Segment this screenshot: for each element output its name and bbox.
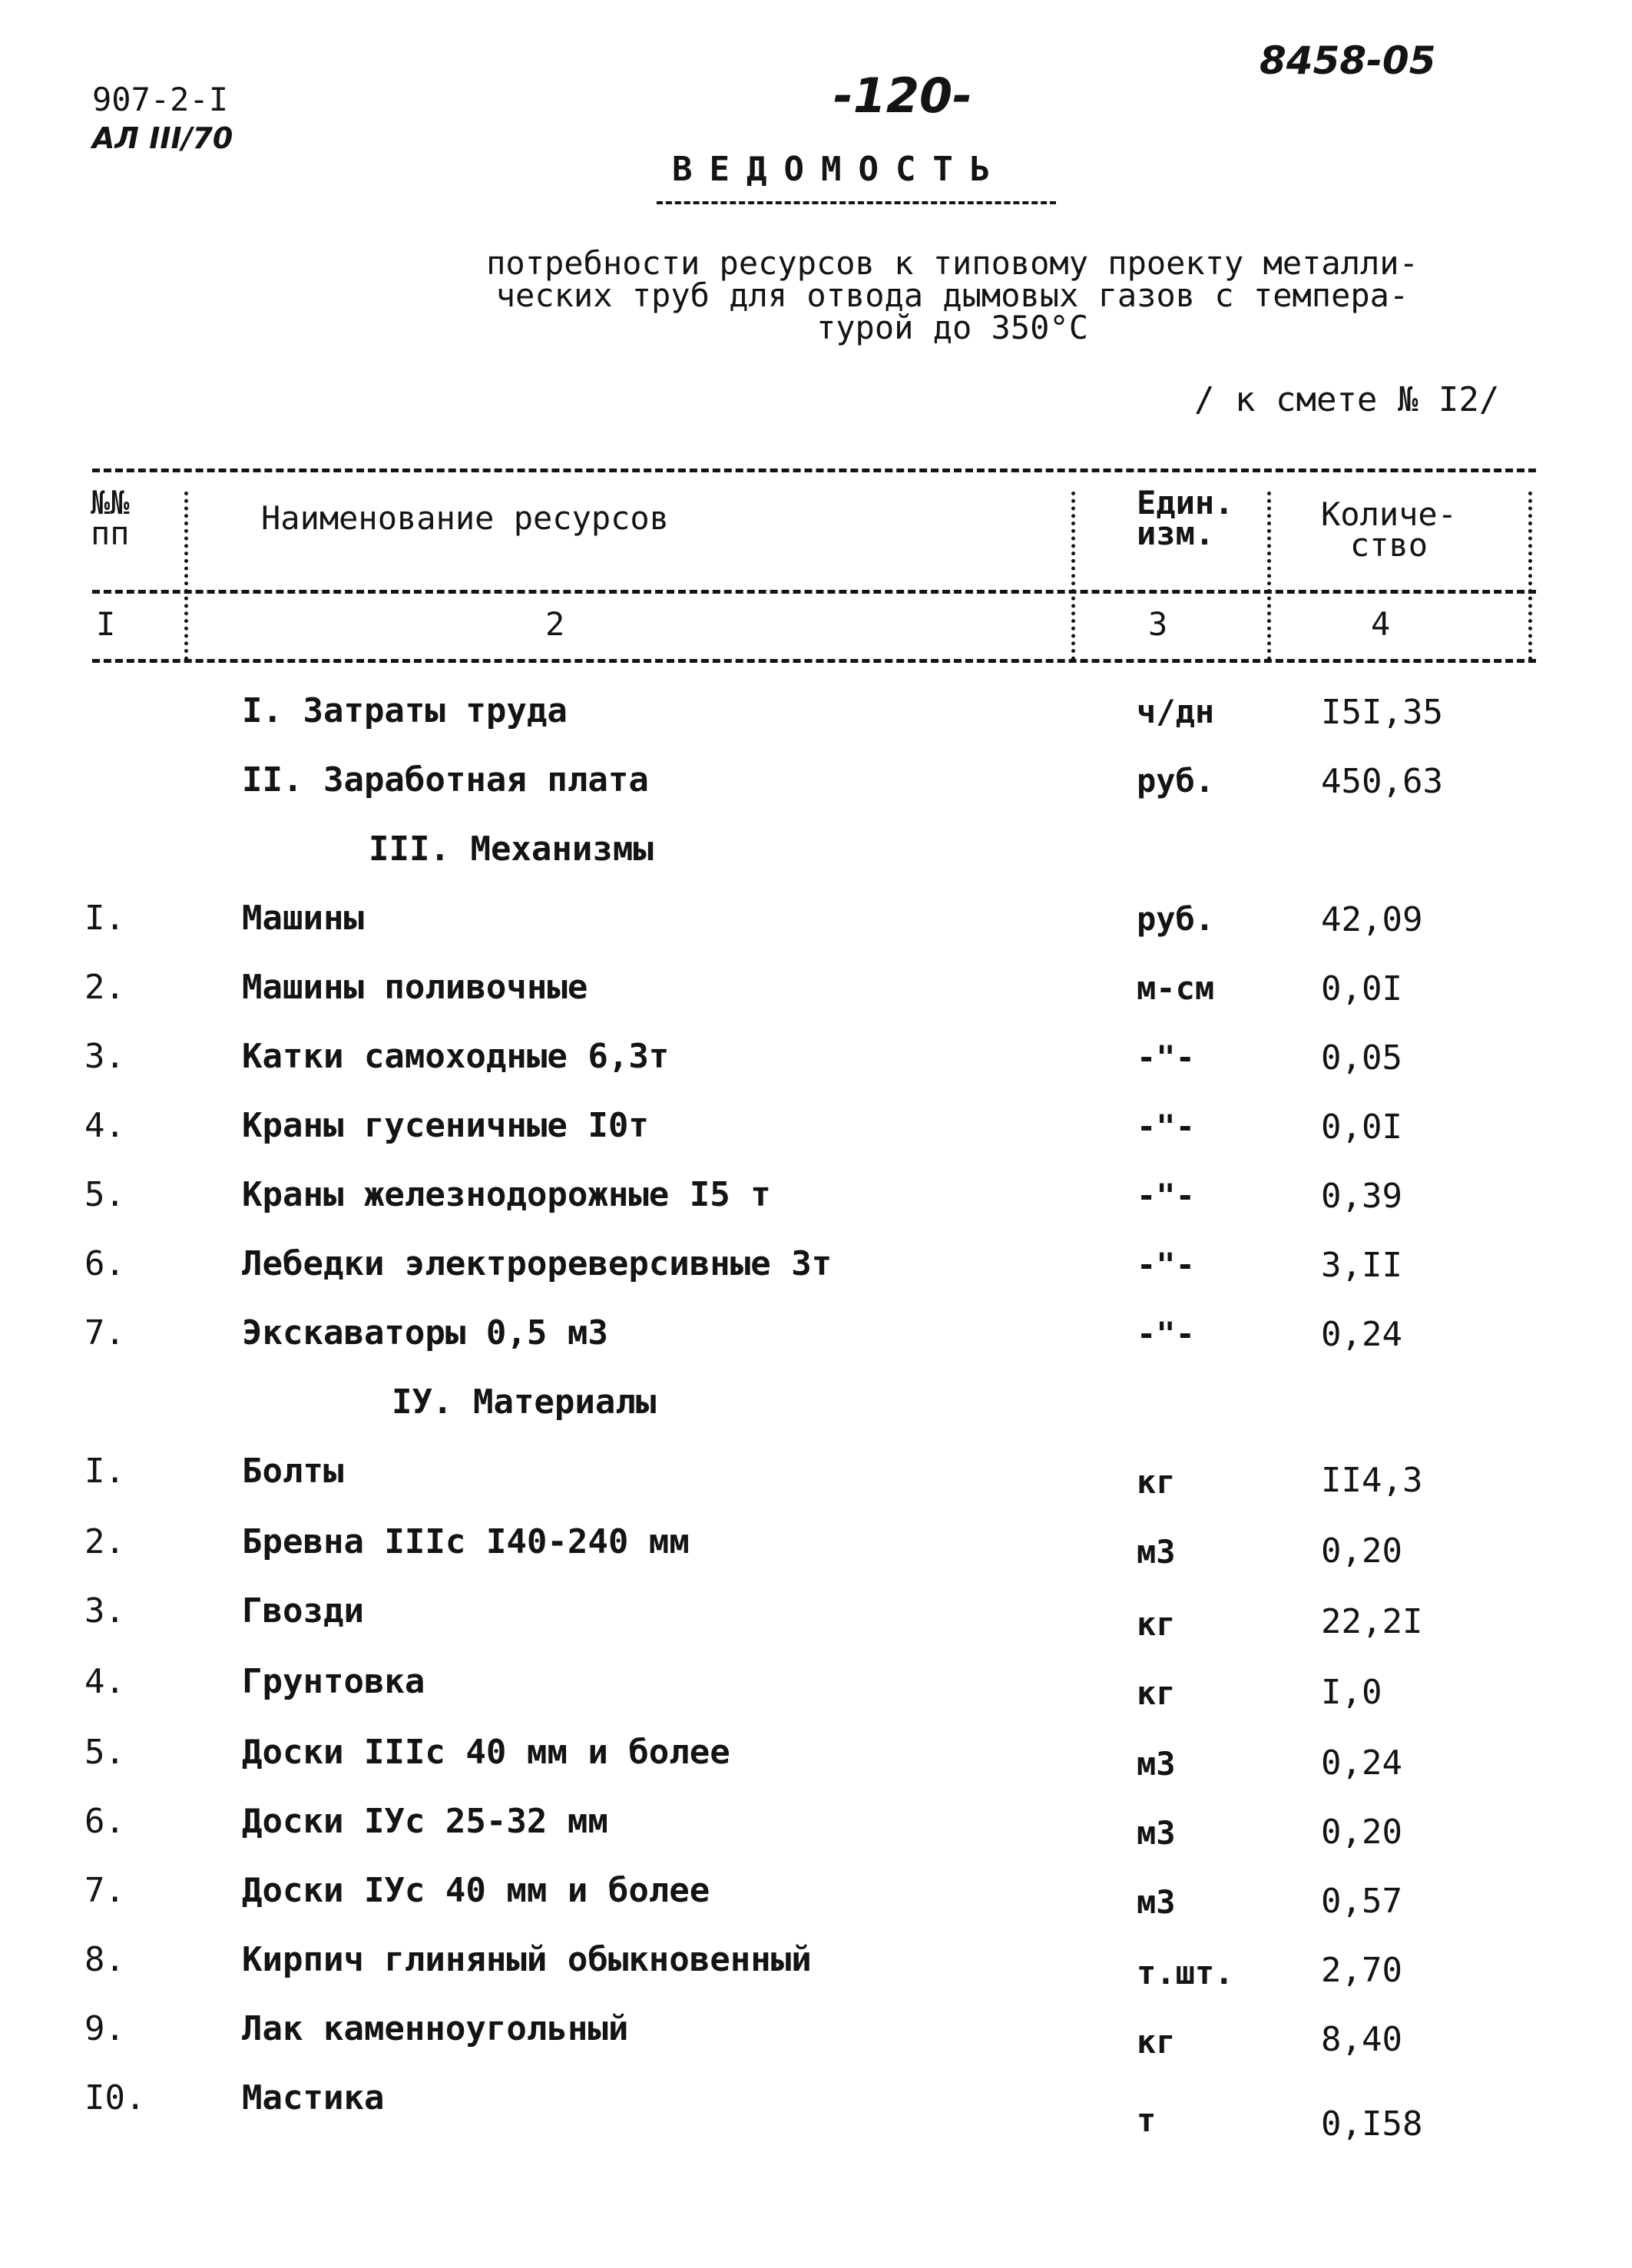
header-colnum-1: I <box>96 605 116 643</box>
row-num: 3. <box>84 1037 125 1076</box>
document-title: ВЕДОМОСТЬ <box>672 150 1008 189</box>
row-qty: 0,24 <box>1321 1743 1402 1783</box>
subtitle-line-3: турой до 350°С <box>816 309 1088 346</box>
row-unit: -"- <box>1137 1038 1195 1076</box>
row-name: Машины поливочные <box>242 968 588 1007</box>
row-num: I. <box>84 899 125 938</box>
header-colnum-3: 3 <box>1148 605 1168 643</box>
row-num: 5. <box>84 1175 125 1214</box>
row-unit: м3 <box>1137 1745 1176 1783</box>
row-qty: 0,20 <box>1321 1531 1402 1571</box>
project-code: 907-2-I <box>92 81 229 118</box>
section-heading-mechanisms: III. Механизмы <box>369 829 654 869</box>
row-name: Лак каменноугольный <box>242 2009 629 2048</box>
row-qty: 0,0I <box>1321 969 1402 1008</box>
row-name: Грунтовка <box>242 1662 425 1701</box>
row-unit: -"- <box>1137 1246 1195 1283</box>
row-unit: кг <box>1137 1674 1176 1712</box>
row-qty: 0,0I <box>1321 1108 1402 1147</box>
row-unit: м3 <box>1137 1814 1176 1852</box>
row-name: Мастика <box>242 2078 385 2117</box>
row-qty: I,0 <box>1321 1673 1382 1712</box>
row-name: Гвозди <box>242 1591 364 1631</box>
row-unit: ч/дн <box>1137 693 1215 730</box>
table-bottom-rule <box>92 659 1536 663</box>
row-unit: т <box>1137 2101 1157 2139</box>
row-name: Доски IIIс 40 мм и более <box>242 1733 730 1772</box>
row-name: Экскаваторы 0,5 м3 <box>242 1313 608 1353</box>
title-underline <box>657 201 1056 204</box>
row-qty: 450,63 <box>1321 762 1443 801</box>
row-unit: м-см <box>1137 969 1215 1007</box>
row-qty: I5I,35 <box>1321 693 1443 732</box>
row-qty: 2,70 <box>1321 1951 1402 1990</box>
row-qty: 0,I58 <box>1321 2104 1423 2144</box>
page-number: -120- <box>833 68 972 124</box>
row-name: Краны гусеничные I0т <box>242 1106 649 1145</box>
row-unit: кг <box>1137 1463 1176 1501</box>
row-name: Лебедки электрореверсивные 3т <box>242 1244 833 1283</box>
row-name: Бревна IIIс I40-240 мм <box>242 1522 690 1561</box>
row-name: Доски IУс 40 мм и более <box>242 1871 710 1910</box>
header-name: Наименование ресурсов <box>261 499 670 537</box>
row-num: 5. <box>84 1733 125 1772</box>
row-qty: 3,II <box>1321 1246 1402 1285</box>
header-colnum-4: 4 <box>1371 605 1391 643</box>
table-mid-rule <box>92 590 1536 594</box>
column-divider-4 <box>1528 492 1532 661</box>
row-unit: м3 <box>1137 1533 1176 1571</box>
row-unit: -"- <box>1137 1108 1195 1145</box>
row-name: Краны железнодорожные I5 т <box>242 1175 771 1214</box>
row-qty: 0,57 <box>1321 1882 1402 1921</box>
row-num: 4. <box>84 1106 125 1145</box>
row-name: I. Затраты труда <box>242 691 568 730</box>
row-qty: 0,20 <box>1321 1813 1402 1852</box>
row-name: Катки самоходные 6,3т <box>242 1037 670 1076</box>
row-num: 2. <box>84 1522 125 1561</box>
header-unit: Един. изм. <box>1137 484 1234 552</box>
table-top-rule <box>92 468 1536 472</box>
column-divider-3 <box>1267 492 1271 661</box>
column-divider-1 <box>184 492 188 661</box>
row-unit: кг <box>1137 1605 1176 1643</box>
row-qty: 8,40 <box>1321 2020 1402 2059</box>
row-qty: 0,24 <box>1321 1315 1402 1354</box>
row-qty: 22,2I <box>1321 1602 1423 1641</box>
column-divider-2 <box>1071 492 1075 661</box>
document-number: 8458-05 <box>1260 38 1436 83</box>
row-unit: -"- <box>1137 1177 1195 1214</box>
row-unit: руб. <box>1137 762 1215 800</box>
section-heading-materials: IУ. Материалы <box>392 1382 657 1422</box>
row-name: Болты <box>242 1452 344 1491</box>
row-num: I. <box>84 1452 125 1491</box>
row-num: 2. <box>84 968 125 1007</box>
estimate-reference: / к смете № I2/ <box>1194 380 1500 419</box>
row-qty: II4,3 <box>1321 1461 1423 1500</box>
row-name: Кирпич глиняный обыкновенный <box>242 1940 812 1979</box>
row-unit: т.шт. <box>1137 1954 1234 1992</box>
project-code-sub: АЛ III/70 <box>92 121 233 155</box>
row-num: 6. <box>84 1802 125 1841</box>
row-qty: 0,39 <box>1321 1177 1402 1216</box>
row-num: I0. <box>84 2078 146 2117</box>
header-qty: Количе- ство <box>1321 495 1458 564</box>
row-name: Машины <box>242 899 364 938</box>
row-name: Доски IУс 25-32 мм <box>242 1802 608 1841</box>
row-num: 8. <box>84 1940 125 1979</box>
row-qty: 42,09 <box>1321 900 1423 939</box>
row-num: 4. <box>84 1662 125 1701</box>
row-unit: -"- <box>1137 1315 1195 1353</box>
row-unit: м3 <box>1137 1883 1176 1921</box>
row-num: 6. <box>84 1244 125 1283</box>
row-unit: руб. <box>1137 900 1215 938</box>
row-num: 9. <box>84 2009 125 2048</box>
row-num: 3. <box>84 1591 125 1631</box>
subtitle-line-2: ческих труб для отвода дымовых газов с темпера- <box>495 276 1409 314</box>
row-unit: кг <box>1137 2023 1176 2061</box>
header-colnum-2: 2 <box>545 605 565 643</box>
row-name: II. Заработная плата <box>242 760 649 800</box>
subtitle-line-1: потребности ресурсов к типовому проекту металли- <box>486 244 1418 282</box>
row-num: 7. <box>84 1313 125 1353</box>
header-num: №№ пп <box>91 484 130 552</box>
row-num: 7. <box>84 1871 125 1910</box>
row-qty: 0,05 <box>1321 1038 1402 1078</box>
